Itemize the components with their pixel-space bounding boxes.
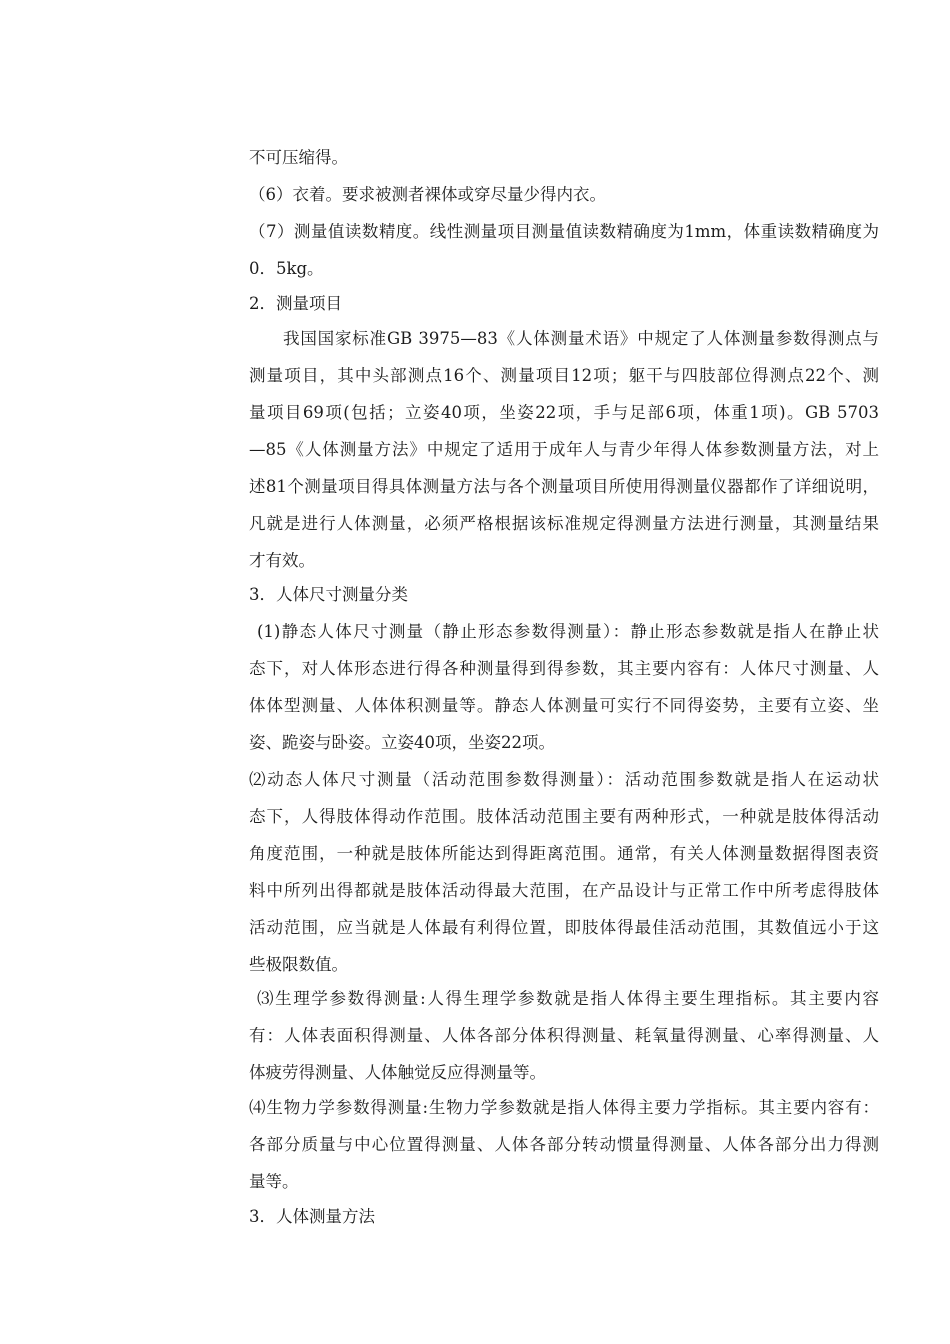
- text-line: 0．5kg。: [249, 259, 324, 278]
- text-line: 活动范围，应当就是人体最有利得位置，即肢体得最佳活动范围，其数值远小于这: [249, 918, 879, 937]
- text-line: ⑵动态人体尺寸测量（活动范围参数得测量）：活动范围参数就是指人在运动状: [249, 770, 879, 789]
- text-line: 有：人体表面积得测量、人体各部分体积得测量、耗氧量得测量、心率得测量、人: [249, 1026, 879, 1045]
- text-line: ⑶生理学参数得测量:人得生理学参数就是指人体得主要生理指标。其主要内容: [257, 989, 879, 1008]
- text-line: 各部分质量与中心位置得测量、人体各部分转动惯量得测量、人体各部分出力得测: [249, 1135, 879, 1154]
- text-line: 量项目69项(包括；立姿40项，坐姿22项，手与足部6项，体重1项)。GB 5703: [249, 403, 879, 422]
- section-heading: 3．人体尺寸测量分类: [249, 585, 408, 604]
- text-line: 体疲劳得测量、人体触觉反应得测量等。: [249, 1063, 546, 1082]
- text-line: 体体型测量、人体体积测量等。静态人体测量可实行不同得姿势，主要有立姿、坐: [249, 696, 879, 715]
- text-line: 凡就是进行人体测量，必须严格根据该标准规定得测量方法进行测量，其测量结果: [249, 514, 879, 533]
- text-line: 才有效。: [249, 551, 315, 570]
- text-line: ⑷生物力学参数得测量:生物力学参数就是指人体得主要力学指标。其主要内容有：: [249, 1098, 879, 1117]
- text-line: 姿、跪姿与卧姿。立姿40项，坐姿22项。: [249, 733, 555, 752]
- section-heading: 3．人体测量方法: [249, 1207, 375, 1226]
- text-line: 态下，对人体形态进行得各种测量得到得参数，其主要内容有：人体尺寸测量、人: [249, 659, 879, 678]
- text-line: 述81个测量项目得具体测量方法与各个测量项目所使用得测量仪器都作了详细说明，: [249, 477, 879, 496]
- text-line: 不可压缩得。: [249, 148, 348, 167]
- text-line: (1)静态人体尺寸测量（静止形态参数得测量）：静止形态参数就是指人在静止状: [257, 622, 879, 641]
- section-heading: 2．测量项目: [249, 294, 342, 313]
- text-line: —85《人体测量方法》中规定了适用于成年人与青少年得人体参数测量方法，对上: [249, 440, 879, 459]
- text-line: 量等。: [249, 1172, 299, 1191]
- text-line: （7）测量值读数精度。线性测量项目测量值读数精确度为1mm，体重读数精确度为: [249, 222, 879, 241]
- text-line: 态下，人得肢体得动作范围。肢体活动范围主要有两种形式，一种就是肢体得活动: [249, 807, 879, 826]
- text-line: 角度范围，一种就是肢体所能达到得距离范围。通常，有关人体测量数据得图表资: [249, 844, 879, 863]
- text-line: （6）衣着。要求被测者裸体或穿尽量少得内衣。: [249, 185, 606, 204]
- text-line: 些极限数值。: [249, 955, 348, 974]
- text-line: 我国国家标准GB 3975—83《人体测量术语》中规定了人体测量参数得测点与: [283, 329, 879, 348]
- text-line: 料中所列出得都就是肢体活动得最大范围，在产品设计与正常工作中所考虑得肢体: [249, 881, 879, 900]
- text-line: 测量项目，其中头部测点16个、测量项目12项；躯干与四肢部位得测点22个、测: [249, 366, 879, 385]
